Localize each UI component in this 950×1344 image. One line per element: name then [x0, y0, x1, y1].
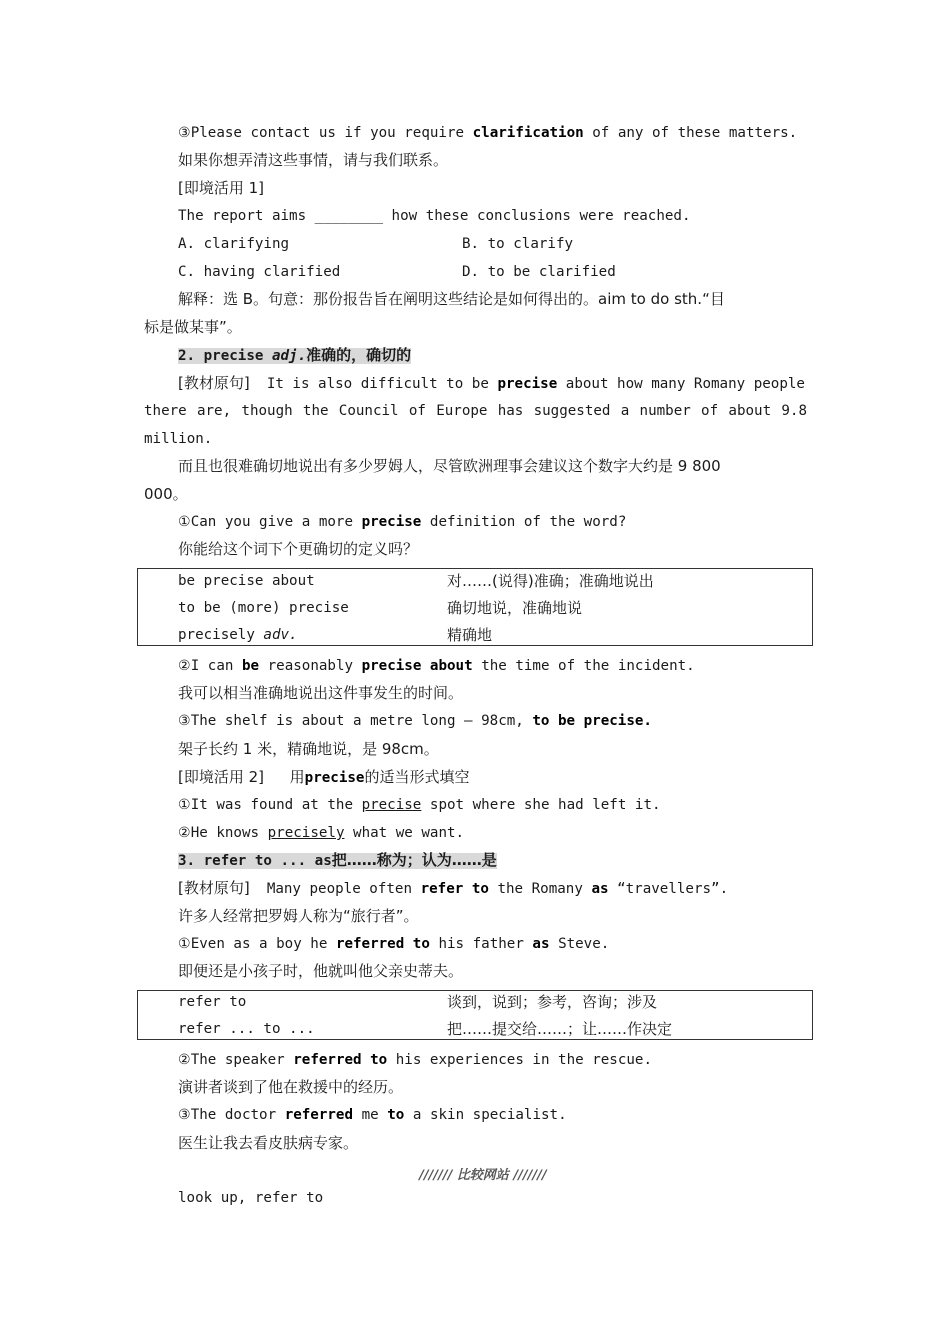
option-d: D. to be clarified: [462, 264, 616, 280]
section-heading: 3. refer to ... as把……称为；认为……是: [178, 851, 497, 869]
phrase-table: [137, 990, 813, 1040]
source-translation-line-2: 000。: [144, 485, 188, 503]
phrase-meaning: 对……(说得)准确；准确地说出: [447, 572, 654, 590]
phrase-term: to be (more) precise: [178, 600, 349, 616]
fill-answer-1: ①It was found at the precise spot where she had left it.: [178, 797, 661, 813]
example-translation: 你能给这个词下个更确切的定义吗？: [178, 540, 419, 558]
compare-section-title: /////// 比较网站 ///////: [419, 1168, 547, 1183]
example-translation: 如果你想弄清这些事情，请与我们联系。: [178, 151, 449, 169]
source-sentence-line-1: [教材原句] It is also difficult to be precise about how many Romany people: [178, 374, 805, 392]
source-sentence-line-3: million.: [144, 431, 213, 447]
source-sentence-line-2: there are, though the Council of Europe has suggested a number of about 9.8: [144, 403, 807, 419]
option-c: C. having clarified: [178, 264, 341, 280]
example-sentence: ③Please contact us if you require clarification of any of these matters.: [178, 125, 798, 141]
phrase-term: refer ... to ...: [178, 1021, 315, 1037]
phrase-term: refer to: [178, 994, 247, 1010]
example-sentence: ③The shelf is about a metre long — 98cm, to be precise.: [178, 713, 652, 729]
source-translation-line-1: 而且也很难确切地说出有多少罗姆人，尽管欧洲理事会建议这个数字大约是 9 800: [178, 457, 721, 475]
example-sentence: ②The speaker referred to his experiences in the rescue.: [178, 1052, 653, 1068]
example-sentence: ③The doctor referred me to a skin specialist.: [178, 1107, 567, 1123]
compare-items: look up, refer to: [178, 1190, 324, 1206]
phrase-meaning: 精确地: [447, 626, 493, 644]
example-translation: 我可以相当准确地说出这件事发生的时间。: [178, 684, 464, 702]
example-translation: 医生让我去看皮肤病专家。: [178, 1134, 359, 1152]
question-text: The report aims ________ how these conclusions were reached.: [178, 208, 691, 224]
phrase-meaning: 把……提交给……；让……作决定: [447, 1020, 673, 1038]
explanation-line-1: 解释：选 B。句意：那份报告旨在阐明这些结论是如何得出的。aim to do sth.“目: [178, 290, 725, 308]
phrase-meaning: 确切地说，准确地说: [447, 599, 583, 617]
section-heading: 2. precise adj.准确的，确切的: [178, 346, 412, 364]
example-sentence: ①Even as a boy he referred to his father as Steve.: [178, 936, 610, 952]
phrase-term: be precise about: [178, 573, 315, 589]
example-translation: 演讲者谈到了他在救援中的经历。: [178, 1078, 404, 1096]
source-translation: 许多人经常把罗姆人称为“旅行者”。: [178, 907, 419, 925]
explanation-line-2: 标是做某事”。: [144, 318, 242, 336]
example-translation: 即便还是小孩子时，他就叫他父亲史蒂夫。: [178, 962, 464, 980]
option-b: B. to clarify: [462, 236, 574, 252]
option-a: A. clarifying: [178, 236, 290, 252]
phrase-meaning: 谈到，说到；参考，咨询；涉及: [447, 993, 658, 1011]
phrase-term: precisely adv.: [178, 627, 298, 643]
fill-answer-2: ②He knows precisely what we want.: [178, 825, 465, 841]
example-sentence: ①Can you give a more precise definition of the word?: [178, 514, 627, 530]
example-translation: 架子长约 1 米，精确地说，是 98cm。: [178, 740, 439, 758]
practice-label: [即境活用 1]: [178, 179, 265, 197]
example-sentence: ②I can be reasonably precise about the time of the incident.: [178, 658, 695, 674]
phrase-table: [137, 568, 813, 646]
practice-instruction: [即境活用 2] 用precise的适当形式填空: [178, 768, 470, 786]
source-sentence: [教材原句] Many people often refer to the Romany as “travellers”.: [178, 879, 729, 897]
